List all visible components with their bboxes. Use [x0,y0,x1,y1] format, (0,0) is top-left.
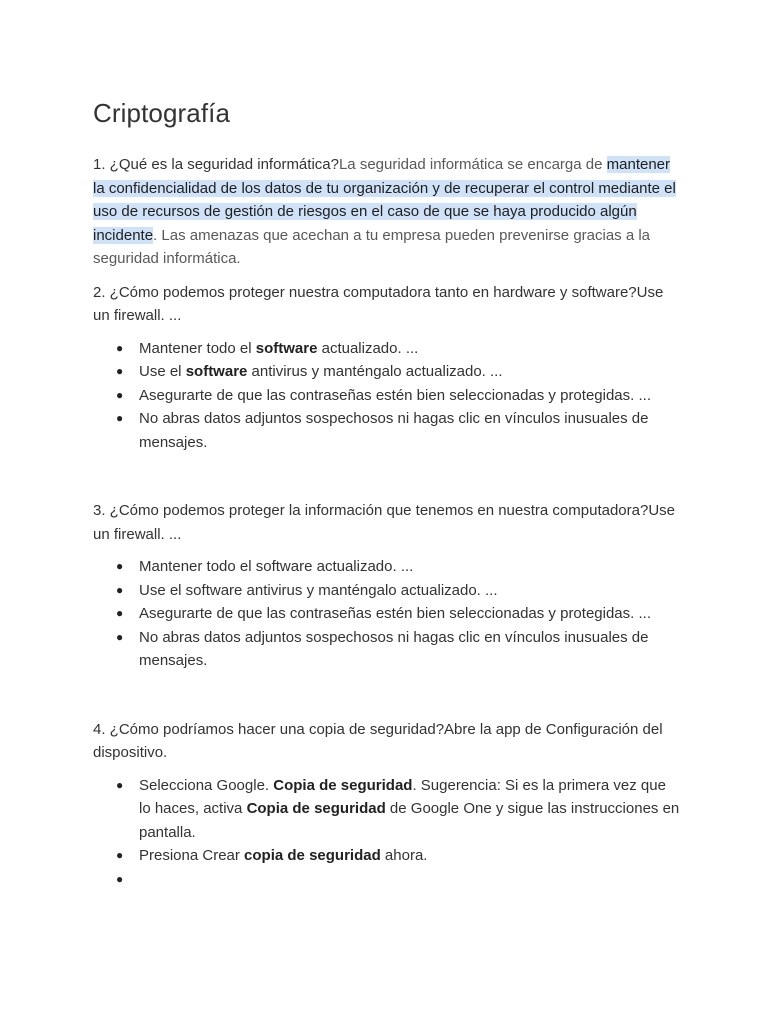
bullet-text: No abras datos adjuntos sospechosos ni hagas clic en vínculos inusuales de mensajes. [139,410,649,451]
bullet-text: Use el software antivirus y manténgalo actualizado. ... [139,581,498,599]
section-1-answer-after: . Las amenazas que acechan a tu empresa pueden prevenirse gracias a la seguridad informática. [93,226,651,267]
section-4-bullet-list [93,774,680,892]
bullet-text: Mantener todo el software actualizado. ... [139,558,414,575]
section-1 [93,153,680,271]
bullet-text: Asegurarte de que las contraseñas estén bien seleccionadas y protegidas. ... [139,605,651,622]
section-1-answer-highlight: mantener la confidencialidad de los datos de tu organización y de recuperar el control mediante el uso de recursos de gestión de riesgos en el caso de que se haya producido algún incidente [93,156,676,244]
bullet-icon: ● [116,411,124,425]
section-4-question: 4. ¿Cómo podríamos hacer una copia de seguridad? [93,720,445,738]
bullet-icon: ● [116,387,124,402]
bullet-bold-text: software [185,363,248,380]
section-1-paragraph [93,153,680,271]
section-3-bullet-list [93,555,680,673]
bullet-icon: ● [116,848,124,862]
bullet-text: Presiona Crear [139,847,245,864]
list-item [116,602,680,626]
section-3 [93,499,680,673]
list-item [116,868,680,892]
bullet-icon: ● [116,777,124,792]
section-2 [93,281,680,455]
section-3-paragraph [93,499,680,546]
bullet-bold-text: copia de seguridad [244,847,381,864]
bullet-text [139,871,143,888]
section-4 [93,718,680,892]
list-item [116,579,680,603]
bullet-text-tail: actualizado. ... [317,339,419,357]
bullet-text: Selecciona Google. [139,776,274,794]
bullet-text: Use el [139,363,186,380]
bullet-text-tail-2: de Google One y sigue las instrucciones en pantalla. [139,800,680,841]
bullet-text-tail: antivirus y manténgalo actualizado. ... [247,363,503,380]
list-item [116,844,680,868]
document-title: Criptografía [93,98,231,128]
bullet-bold-text: software [255,339,318,357]
bullet-icon: ● [116,629,124,644]
bullet-text-tail: . Sugerencia: Si es la primera vez que lo haces, activa [139,776,666,817]
list-item [116,774,680,845]
bullet-text-tail: ahora. [380,847,428,864]
list-item [116,407,680,454]
list-item [116,555,680,579]
list-item [116,384,680,408]
bullet-icon: ● [116,559,124,573]
section-3-answer: Use un firewall. ... [93,502,676,543]
section-2-answer: Use un firewall. ... [93,283,664,324]
section-2-question: 2. ¿Cómo podemos proteger nuestra computadora tanto en hardware y software? [93,283,637,301]
list-item [116,626,680,673]
bullet-text: Mantener todo el [139,339,256,357]
bullet-bold-text: Copia de seguridad [273,776,413,794]
bullet-text: Asegurarte de que las contraseñas estén bien seleccionadas y protegidas. ... [139,386,651,404]
section-4-answer: Abre la app de Configuración del dispositivo. [93,720,663,761]
bullet-bold-text-2: Copia de seguridad [246,800,386,817]
bullet-icon: ● [116,364,124,378]
section-2-bullet-list [93,337,680,455]
bullet-icon: ● [116,606,124,620]
section-3-question: 3. ¿Cómo podemos proteger la información que tenemos en nuestra computadora? [93,502,649,519]
list-item [116,360,680,384]
bullet-text: No abras datos adjuntos sospechosos ni hagas clic en vínculos inusuales de mensajes. [139,628,649,669]
bullet-icon: ● [116,582,124,597]
section-1-question: 1. ¿Qué es la seguridad informática? [93,156,339,173]
section-2-paragraph [93,281,680,328]
list-item [116,337,680,361]
section-4-paragraph [93,718,680,765]
bullet-icon: ● [116,340,124,355]
bullet-icon: ● [116,871,124,886]
section-1-answer-before: La seguridad informática se encarga de [338,156,607,173]
